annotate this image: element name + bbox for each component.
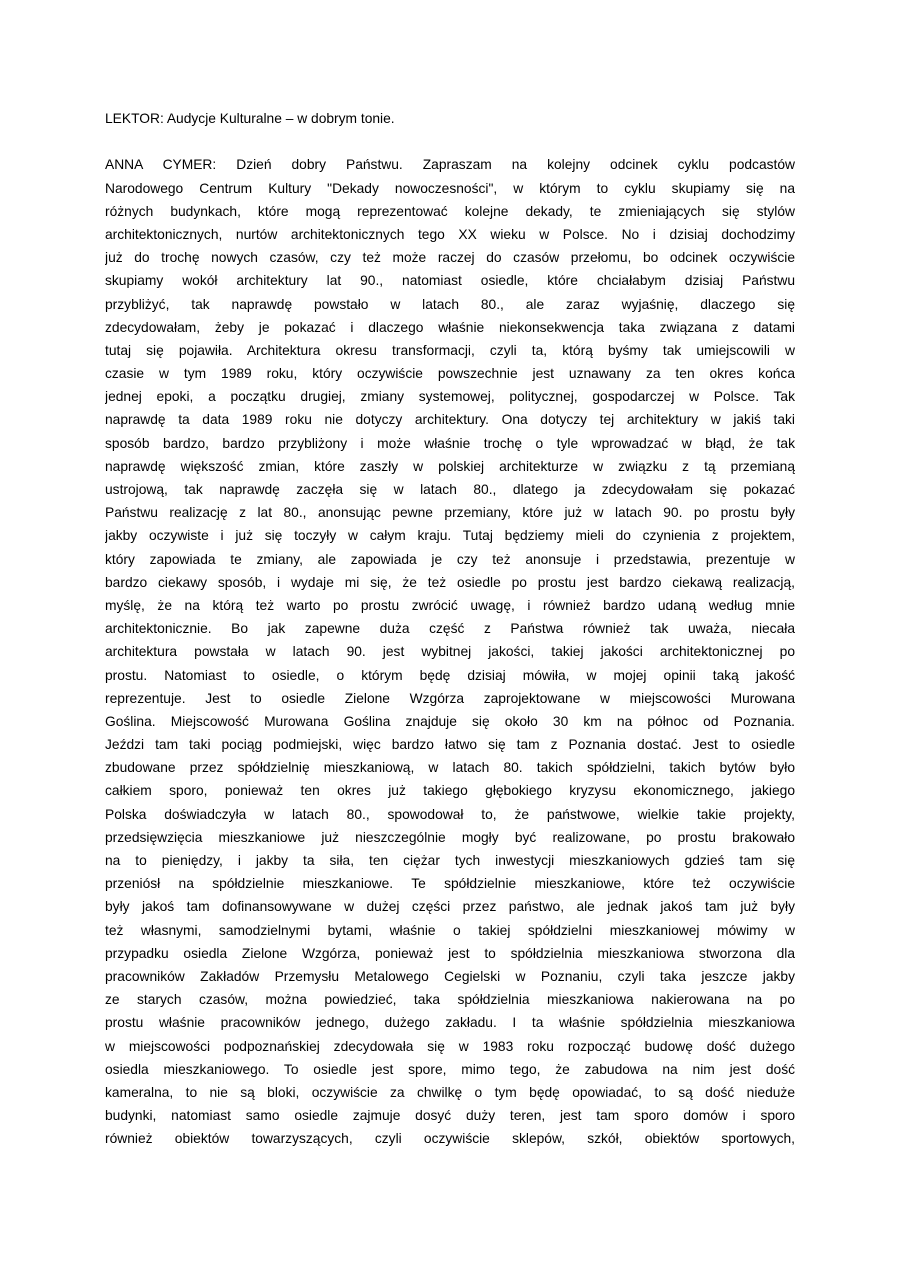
transcript-line: ze starych czasów, można powiedzieć, taka spółdzielnia mieszkaniowa nakierowana na po bbox=[105, 992, 795, 1008]
transcript-line: całkiem sporo, ponieważ ten okres już takiego głębokiego kryzysu ekonomicznego, jakiego bbox=[105, 783, 795, 799]
transcript-line: różnych budynkach, które mogą reprezentować kolejne dekady, te zmieniających się stylów bbox=[105, 203, 795, 219]
transcript-paragraph bbox=[105, 153, 795, 1150]
transcript-line: myślę, że na którą też warto po prostu zwrócić uwagę, i również bardzo udaną według mnie bbox=[105, 597, 795, 613]
transcript-line: przedsięwzięcia mieszkaniowe już nieszczególnie mogły być realizowane, po prostu brakowało bbox=[105, 829, 795, 845]
transcript-line: który zapowiada te zmiany, ale zapowiada je czy też anonsuje i przedstawia, prezentuje w bbox=[105, 551, 795, 567]
transcript-line: przybliżyć, tak naprawdę powstało w latach 80., ale zaraz wyjaśnię, dlaczego się bbox=[105, 296, 795, 312]
transcript-line: prostu właśnie pracowników jednego, dużego zakładu. I ta właśnie spółdzielnia mieszkaniowa bbox=[105, 1015, 795, 1031]
transcript-line: reprezentuje. Jest to osiedle Zielone Wzgórza zaprojektowane w miejscowości Murowana bbox=[105, 690, 795, 706]
transcript-line: czasie w tym 1989 roku, który oczywiście powszechnie jest uznawany za ten okres końca bbox=[105, 366, 795, 382]
transcript-line: przeniósł na spółdzielnie mieszkaniowe. Te spółdzielnie mieszkaniowe, które też oczywiście bbox=[105, 876, 795, 892]
transcript-line: Państwu realizację z lat 80., anonsując pewne przemiany, które już w latach 90. po prostu były bbox=[105, 505, 795, 521]
lektor-intro-line: LEKTOR: Audycje Kulturalne – w dobrym tonie. bbox=[105, 111, 395, 126]
transcript-line: architektonicznych, nurtów architektonicznych tego XX wieku w Polsce. No i dzisiaj dochodzimy bbox=[105, 226, 795, 242]
transcript-line: już do trochę nowych czasów, czy też może raczej do czasów przełomu, bo odcinek oczywiście bbox=[105, 250, 795, 266]
transcript-line: też własnymi, samodzielnymi bytami, właśnie o takiej spółdzielni mieszkaniowej mówimy w bbox=[105, 922, 795, 938]
transcript-line: ustrojową, tak naprawdę zaczęła się w latach 80., dlatego ja zdecydowałam się pokazać bbox=[105, 482, 795, 497]
transcript-line: Goślina. Miejscowość Murowana Goślina znajduje się około 30 km na północ od Poznania. bbox=[105, 713, 795, 729]
transcript-line: bardzo ciekawy sposób, i wydaje mi się, że też osiedle po prostu jest bardzo ciekawą realizacją, bbox=[105, 574, 795, 590]
transcript-line: pracowników Zakładów Przemysłu Metalowego Cegielski w Poznaniu, czyli taka jeszcze jakby bbox=[105, 968, 795, 984]
transcript-line: jednej epoki, a początku drugiej, zmiany systemowej, politycznej, gospodarczej w Polsce. Tak bbox=[105, 389, 795, 405]
transcript-line: w miejscowości podpoznańskiej zdecydowała się w 1983 roku rozpocząć budowę dość dużego bbox=[105, 1038, 795, 1054]
transcript-line: ANNA CYMER: Dzień dobry Państwu. Zapraszam na kolejny odcinek cyklu podcastów bbox=[105, 157, 795, 173]
transcript-line: również obiektów towarzyszących, czyli oczywiście sklepów, szkół, obiektów sportowych, bbox=[105, 1131, 795, 1147]
transcript-line: jakby oczywiste i już się toczyły w całym kraju. Tutaj będziemy mieli do czynienia z projektem, bbox=[105, 528, 795, 544]
transcript-line: prostu. Natomiast to osiedle, o którym będę dzisiaj mówiła, w mojej opinii taką jakość bbox=[105, 667, 795, 683]
transcript-line: były jakoś tam dofinansowywane w dużej części przez państwo, ale jednak jakoś tam już były bbox=[105, 899, 795, 915]
transcript-line: Narodowego Centrum Kultury "Dekady nowoczesności", w którym to cyklu skupiamy się na bbox=[105, 180, 795, 196]
transcript-line: architektura powstała w latach 90. jest wybitnej jakości, takiej jakości architektonicznej po bbox=[105, 644, 795, 660]
transcript-line: naprawdę ta data 1989 roku nie dotyczy architektury. Ona dotyczy tej architektury w jakiś taki bbox=[105, 412, 795, 428]
transcript-line: budynki, natomiast samo osiedle zajmuje dosyć duży teren, jest tam sporo domów i sporo bbox=[105, 1108, 795, 1124]
transcript-line: skupiamy wokół architektury lat 90., natomiast osiedle, które chciałabym dzisiaj Państwu bbox=[105, 273, 795, 289]
transcript-line: Jeździ tam taki pociąg podmiejski, więc bardzo łatwo się tam z Poznania dostać. Jest to osiedle bbox=[105, 737, 795, 753]
transcript-line: zdecydowałam, żeby je pokazać i dlaczego właśnie niekonsekwencja taka związana z datami bbox=[105, 319, 795, 335]
transcript-line: przypadku osiedla Zielone Wzgórza, ponieważ jest to spółdzielnia mieszkaniowa stworzona dla bbox=[105, 945, 795, 961]
transcript-line: Polska doświadczyła w latach 80., spowodował to, że państwowe, wielkie takie projekty, bbox=[105, 806, 795, 822]
transcript-line: zbudowane przez spółdzielnię mieszkaniową, w latach 80. takich spółdzielni, takich bytów było bbox=[105, 760, 795, 776]
transcript-line: sposób bardzo, bardzo przybliżony i może właśnie trochę o tyle wprowadzać w błąd, że tak bbox=[105, 435, 795, 451]
transcript-text-block bbox=[105, 107, 795, 1150]
transcript-line: osiedla mieszkaniowego. To osiedle jest spore, mimo tego, że zabudowa na nim jest dość bbox=[105, 1061, 795, 1077]
transcript-line: naprawdę większość zmian, które zaszły w polskiej architekturze w związku z tą przemianą bbox=[105, 458, 795, 474]
transcript-line: architektonicznie. Bo jak zapewne duża część z Państwa również tak uważa, niecała bbox=[105, 621, 795, 637]
transcript-line: na to pieniędzy, i jakby ta siła, ten ciężar tych inwestycji mieszkaniowych gdzieś tam się bbox=[105, 853, 795, 868]
transcript-line: kameralna, to nie są bloki, oczywiście za chwilkę o tym będę opowiadać, to są dość nieduże bbox=[105, 1084, 795, 1100]
transcript-line: tutaj się pojawiła. Architektura okresu transformacji, czyli ta, którą byśmy tak umiejscowili w bbox=[105, 342, 795, 358]
